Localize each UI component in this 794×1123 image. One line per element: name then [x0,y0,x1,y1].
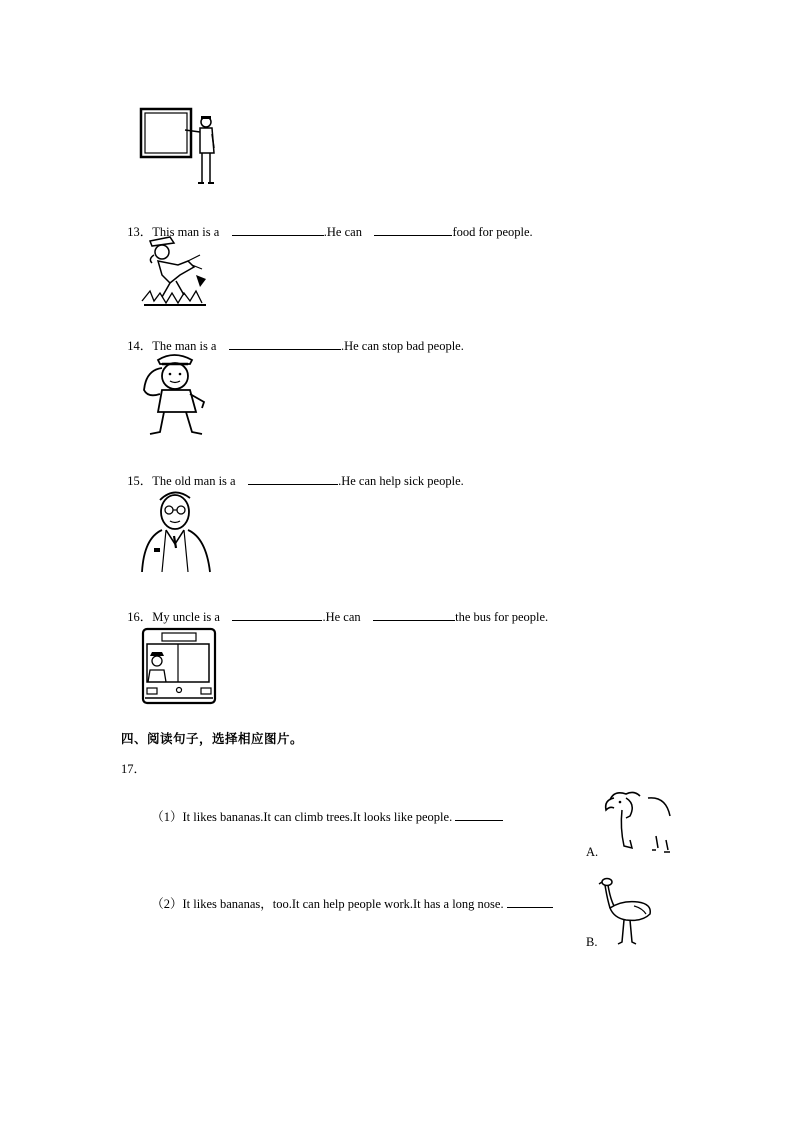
question-text-mid: .He can [323,225,362,239]
section-heading: 四、阅读句子，选择相应图片。 [121,731,304,746]
answer-blank[interactable] [232,609,322,621]
elephant-icon [600,788,675,858]
question-text-post: the bus for people. [455,610,549,624]
question-text-pre: The man is a [152,339,217,353]
answer-blank[interactable] [507,896,553,908]
question-text-post: .He can stop bad people. [340,339,464,353]
teacher-blackboard-icon [140,108,220,188]
question-text-pre: My uncle is a [152,610,220,624]
question-text-post: food for people. [452,225,533,239]
question-number: 14． [127,339,153,353]
question-text-post: .He can help sick people. [338,474,464,488]
q17-item-text: （2）It likes bananas，too.It can help people work.It has a long nose. [151,897,504,911]
doctor-icon [140,488,215,576]
answer-blank[interactable] [248,473,338,485]
farmer-icon [140,235,210,310]
question-16 [121,593,548,625]
q17-item-1 [145,793,503,825]
answer-blank[interactable] [232,224,324,236]
question-number: 13． [127,225,153,239]
answer-blank[interactable] [373,609,455,621]
answer-blank[interactable] [229,338,341,350]
question-text-pre: This man is a [152,225,220,239]
q17-item-2 [145,880,553,912]
bus-driver-icon [140,626,218,706]
answer-blank[interactable] [374,224,452,236]
option-a-label[interactable]: A. [586,845,599,859]
question-15 [121,457,464,489]
answer-blank[interactable] [455,809,503,821]
option-b-label[interactable]: B. [586,935,598,949]
question-number: 16． [127,610,153,624]
policeman-icon [140,350,210,440]
ostrich-icon [598,876,656,948]
question-text-pre: The old man is a [152,474,236,488]
question-number: 15． [127,474,153,488]
question-text-mid: .He can [322,610,361,624]
q17-item-text: （1）It likes bananas.It can climb trees.It looks like people. [151,810,453,824]
question-17-number: 17． [121,762,147,776]
